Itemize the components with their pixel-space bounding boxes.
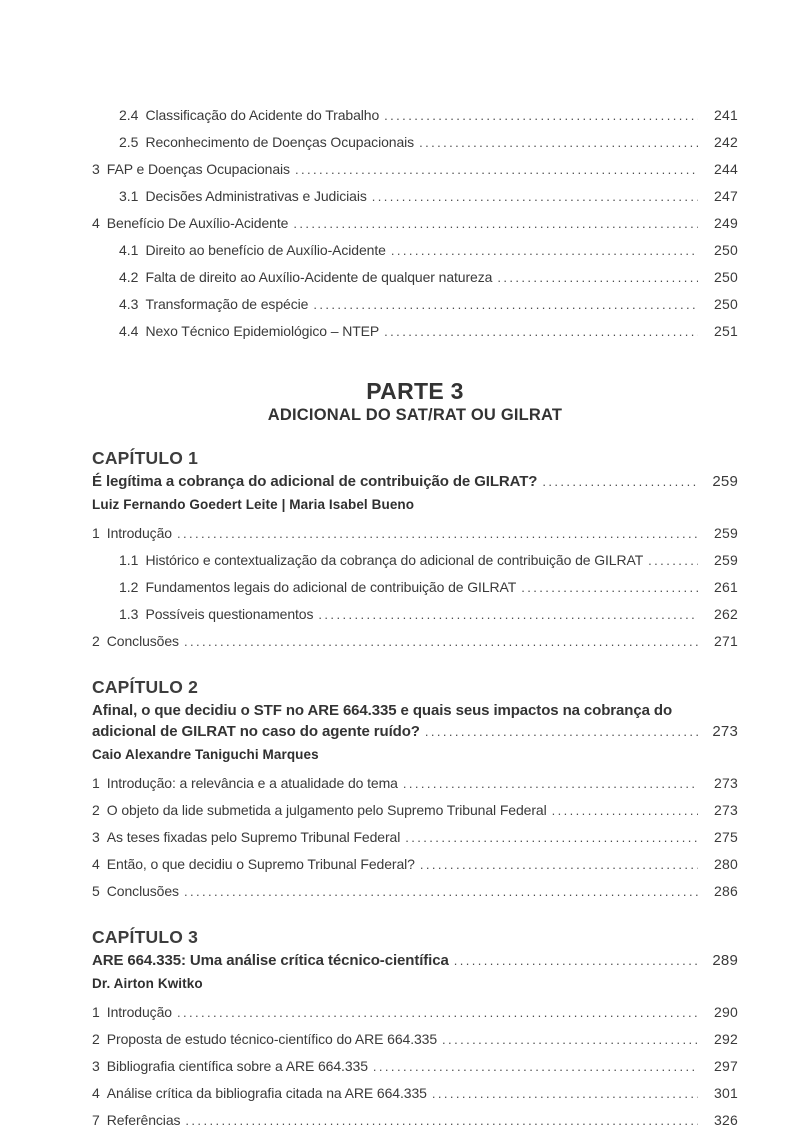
- entry-number: 7: [92, 1112, 100, 1128]
- chapter-title: É legítima a cobrança do adicional de contribuição de GILRAT?: [92, 473, 538, 490]
- toc-entry: [92, 210, 738, 237]
- entry-title: FAP e Doenças Ocupacionais: [106, 161, 290, 177]
- entry-number: 1.1: [119, 552, 139, 568]
- chapter-authors: Dr. Airton Kwitko: [92, 976, 203, 991]
- dot-leader: [295, 156, 698, 183]
- toc-entry: [92, 770, 738, 797]
- entry-title: Falta de direito ao Auxílio-Acidente de qualquer natureza: [145, 269, 493, 285]
- entry-page-number: 250: [714, 296, 738, 312]
- toc-entry: [92, 318, 738, 345]
- entry-title: As teses fixadas pelo Supremo Tribunal Federal: [106, 829, 401, 845]
- entry-title: Introdução: [106, 1004, 172, 1020]
- toc-entry: [92, 601, 738, 628]
- entry-title: Conclusões: [106, 883, 179, 899]
- entry-number: 2: [92, 802, 100, 818]
- dot-leader: [432, 1080, 698, 1107]
- dot-leader: [384, 318, 698, 345]
- entry-number: 4.4: [119, 323, 139, 339]
- entry-page-number: 262: [714, 606, 738, 622]
- entry-page-number: 271: [714, 633, 738, 649]
- entry-number: 2.4: [119, 107, 139, 123]
- dot-leader: [552, 797, 698, 824]
- chapter-2-section: [92, 677, 738, 905]
- dot-leader: [442, 1026, 698, 1053]
- entry-number: 1.2: [119, 579, 139, 595]
- entry-number: 4: [92, 215, 100, 231]
- toc-list: [92, 999, 738, 1129]
- part-header: [92, 379, 738, 426]
- dot-leader: [403, 770, 698, 797]
- toc-entry: [92, 156, 738, 183]
- dot-leader: [372, 183, 698, 210]
- toc-entry: [92, 547, 738, 574]
- dot-leader: [420, 851, 698, 878]
- toc-entry: [92, 264, 738, 291]
- entry-title: Bibliografia científica sobre a ARE 664.335: [106, 1058, 368, 1074]
- entry-number: 4: [92, 1085, 100, 1101]
- chapter-heading: CAPÍTULO 1: [92, 448, 199, 468]
- entry-title: Introdução: [106, 525, 172, 541]
- entry-page-number: 244: [714, 161, 738, 177]
- toc-list: [92, 102, 738, 345]
- entry-page-number: 275: [714, 829, 738, 845]
- toc-entry: [92, 574, 738, 601]
- chapter-page-number: 273: [712, 723, 738, 740]
- dot-leader: [521, 574, 698, 601]
- dot-leader: [184, 628, 698, 655]
- dot-leader: [293, 210, 698, 237]
- entry-title: Introdução: a relevância e a atualidade do tema: [106, 775, 398, 791]
- toc-entry: [92, 129, 738, 156]
- toc-entry: [92, 999, 738, 1026]
- chapter-heading: CAPÍTULO 2: [92, 677, 199, 697]
- entry-page-number: 286: [714, 883, 738, 899]
- toc-entry: [92, 520, 738, 547]
- entry-title: Histórico e contextualização da cobrança do adicional de contribuição de GILRAT: [145, 552, 644, 568]
- entry-page-number: 280: [714, 856, 738, 872]
- toc-entry: [92, 102, 738, 129]
- entry-number: 3: [92, 161, 100, 177]
- toc-entry: [92, 797, 738, 824]
- dot-leader: [454, 950, 698, 971]
- entry-title: Transformação de espécie: [145, 296, 309, 312]
- chapter-title: adicional de GILRAT no caso do agente ruído?: [92, 723, 420, 740]
- entry-title: Análise crítica da bibliografia citada na ARE 664.335: [106, 1085, 427, 1101]
- entry-page-number: 241: [714, 107, 738, 123]
- entry-page-number: 297: [714, 1058, 738, 1074]
- toc-entry: [92, 1053, 738, 1080]
- entry-title: Classificação do Acidente do Trabalho: [145, 107, 380, 123]
- entry-number: 1: [92, 525, 100, 541]
- toc-list: [92, 520, 738, 655]
- entry-number: 1: [92, 775, 100, 791]
- entry-page-number: 251: [714, 323, 738, 339]
- dot-leader: [313, 291, 698, 318]
- entry-number: 4.1: [119, 242, 139, 258]
- entry-page-number: 273: [714, 775, 738, 791]
- entry-number: 4.3: [119, 296, 139, 312]
- part-kicker: PARTE 3: [366, 378, 464, 404]
- chapter-page-number: 259: [712, 473, 738, 490]
- entry-number: 1.3: [119, 606, 139, 622]
- entry-page-number: 242: [714, 134, 738, 150]
- entry-page-number: 326: [714, 1112, 738, 1128]
- entry-title: Decisões Administrativas e Judiciais: [145, 188, 367, 204]
- entry-number: 3: [92, 829, 100, 845]
- chapter-heading: CAPÍTULO 3: [92, 927, 199, 947]
- entry-page-number: 301: [714, 1085, 738, 1101]
- entry-title: Nexo Técnico Epidemiológico – NTEP: [145, 323, 380, 339]
- entry-number: 2.5: [119, 134, 139, 150]
- toc-entry: [92, 628, 738, 655]
- toc-entry: [92, 878, 738, 905]
- toc-entry: [92, 1026, 738, 1053]
- entry-page-number: 250: [714, 242, 738, 258]
- chapter-title-row: [92, 721, 738, 742]
- chapter-3-section: [92, 927, 738, 1129]
- toc-entry: [92, 291, 738, 318]
- entry-number: 3.1: [119, 188, 139, 204]
- dot-leader: [648, 547, 698, 574]
- dot-leader: [384, 102, 698, 129]
- entry-title: Proposta de estudo técnico-científico do ARE 664.335: [106, 1031, 438, 1047]
- entry-page-number: 259: [714, 525, 738, 541]
- entry-title: Fundamentos legais do adicional de contribuição de GILRAT: [145, 579, 517, 595]
- toc-list: [92, 770, 738, 905]
- entry-number: 4.2: [119, 269, 139, 285]
- entry-number: 2: [92, 1031, 100, 1047]
- toc-entry: [92, 183, 738, 210]
- dot-leader: [391, 237, 698, 264]
- dot-leader: [405, 824, 698, 851]
- chapter-page-number: 289: [712, 952, 738, 969]
- chapter-title-row: [92, 950, 738, 971]
- entry-page-number: 250: [714, 269, 738, 285]
- entry-number: 5: [92, 883, 100, 899]
- dot-leader: [419, 129, 698, 156]
- chapter-authors: Caio Alexandre Taniguchi Marques: [92, 747, 319, 762]
- entry-page-number: 292: [714, 1031, 738, 1047]
- entry-page-number: 261: [714, 579, 738, 595]
- dot-leader: [373, 1053, 698, 1080]
- entry-title: Reconhecimento de Doenças Ocupacionais: [145, 134, 415, 150]
- dot-leader: [425, 721, 698, 742]
- entry-page-number: 259: [714, 552, 738, 568]
- chapter-authors: Luiz Fernando Goedert Leite | Maria Isabel Bueno: [92, 497, 415, 512]
- entry-title: Possíveis questionamentos: [145, 606, 314, 622]
- dot-leader: [185, 1107, 698, 1129]
- entry-page-number: 273: [714, 802, 738, 818]
- dot-leader: [542, 471, 698, 492]
- chapter-title: ARE 664.335: Uma análise crítica técnico-científica: [92, 952, 449, 969]
- entry-title: Conclusões: [106, 633, 179, 649]
- entry-title: Referências: [106, 1112, 181, 1128]
- entry-number: 1: [92, 1004, 100, 1020]
- dot-leader: [318, 601, 698, 628]
- entry-title: Direito ao benefício de Auxílio-Acidente: [145, 242, 386, 258]
- entry-number: 2: [92, 633, 100, 649]
- entry-number: 4: [92, 856, 100, 872]
- entry-title: Então, o que decidiu o Supremo Tribunal Federal?: [106, 856, 415, 872]
- entry-page-number: 290: [714, 1004, 738, 1020]
- toc-entry: [92, 851, 738, 878]
- toc-continuation-section: [92, 102, 738, 345]
- dot-leader: [177, 520, 698, 547]
- entry-page-number: 249: [714, 215, 738, 231]
- entry-number: 3: [92, 1058, 100, 1074]
- dot-leader: [497, 264, 698, 291]
- toc-entry: [92, 824, 738, 851]
- dot-leader: [184, 878, 698, 905]
- chapter-title-line: Afinal, o que decidiu o STF no ARE 664.335 e quais seus impactos na cobrança do: [92, 702, 673, 719]
- chapter-title-row: [92, 471, 738, 492]
- toc-entry: [92, 1080, 738, 1107]
- dot-leader: [177, 999, 698, 1026]
- entry-page-number: 247: [714, 188, 738, 204]
- toc-entry: [92, 1107, 738, 1129]
- entry-title: O objeto da lide submetida a julgamento pelo Supremo Tribunal Federal: [106, 802, 547, 818]
- part-title: ADICIONAL DO SAT/RAT OU GILRAT: [267, 406, 563, 424]
- chapter-1-section: [92, 448, 738, 655]
- toc-entry: [92, 237, 738, 264]
- entry-title: Benefício De Auxílio-Acidente: [106, 215, 289, 231]
